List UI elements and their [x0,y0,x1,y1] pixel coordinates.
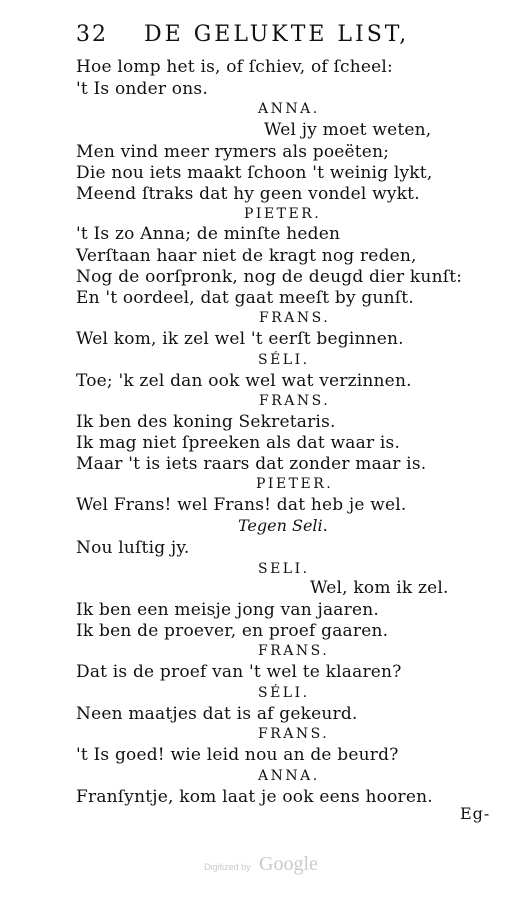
verse-line: Men vind meer rymers als poeëten; [76,142,390,162]
verse-line: Wel jy moet weten, [264,120,432,140]
running-header [76,22,446,52]
verse-line: 't Is onder ons. [76,79,208,99]
verse-line: Meend ſtraks dat hy geen vondel wykt. [76,184,420,204]
verse-line: Ik ben des koning Sekretaris. [76,412,336,432]
verse-line: Ik ben de proever, en proef gaaren. [76,621,389,641]
stage-direction: Tegen Seli. [238,516,328,535]
watermark-brand: Google [259,853,318,875]
catchword: Eg- [460,804,491,823]
speaker-name: FRANS. [258,643,330,659]
verse-line: Franſyntje, kom laat je ook eens hooren. [76,787,433,807]
verse-line: Hoe lomp het is, of ſchiev, of ſcheel: [76,57,393,77]
verse-line: Verſtaan haar niet de kragt nog reden, [76,246,417,266]
running-title: DE GELUKTE LIST, [144,22,410,47]
speaker-name: FRANS. [258,726,330,742]
speaker-name: ANNA. [258,768,320,784]
verse-line: Nou luſtig jy. [76,538,190,558]
verse-line: Nog de oorſpronk, nog de deugd dier kunſt: [76,267,463,287]
verse-line: 't Is goed! wie leid nou an de beurd? [76,745,399,765]
verse-line: Maar 't is iets raars dat zonder maar is. [76,454,427,474]
verse-line: Dat is de proef van 't wel te klaaren? [76,662,402,682]
verse-line: Wel Frans! wel Frans! dat heb je wel. [76,495,407,515]
verse-line: Wel kom, ik zel wel 't eerſt beginnen. [76,329,404,349]
speaker-name: ANNA. [258,101,320,117]
verse-line: Toe; 'k zel dan ook wel wat verzinnen. [76,371,412,391]
verse-line: 't Is zo Anna; de minſte heden [76,224,341,244]
verse-line: Neen maatjes dat is af gekeurd. [76,704,358,724]
speaker-name: PIETER. [256,476,334,492]
verse-line: Ik mag niet ſpreeken als dat waar is. [76,433,401,453]
speaker-name: SELI. [258,561,310,577]
digitization-watermark [0,853,522,876]
speaker-name: PIETER. [244,206,322,222]
speaker-name: SÉLI. [258,685,310,701]
verse-line: Ik ben een meisje jong van jaaren. [76,600,379,620]
verse-line: Wel, kom ik zel. [310,578,449,598]
speaker-name: FRANS. [259,393,331,409]
speaker-name: FRANS. [259,310,331,326]
page-number: 32 [76,22,108,47]
watermark-prefix: Digitized by [204,862,251,872]
speaker-name: SÉLI. [258,352,310,368]
verse-line: Die nou iets maakt ſchoon 't weinig lykt, [76,163,433,183]
verse-line: En 't oordeel, dat gaat meeſt by gunſt. [76,288,414,308]
